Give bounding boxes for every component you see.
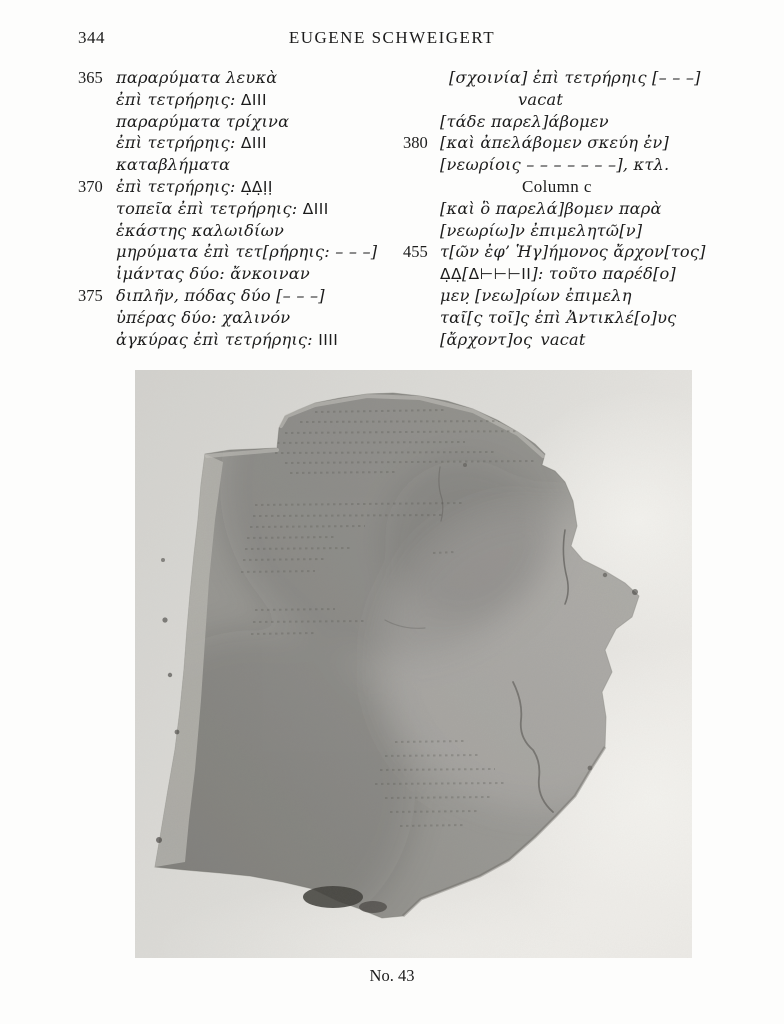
line-text: [νεωρίοις – – – – – – –], κτλ.: [440, 155, 670, 175]
text-line: [403, 285, 713, 307]
text-line: [78, 329, 393, 351]
line-text: ἱμάντας δύο: ἄνκοιναν: [116, 264, 310, 284]
text-line: [78, 285, 393, 307]
text-line: [403, 67, 713, 89]
text-line: [78, 263, 393, 285]
line-text: Column c: [522, 176, 592, 196]
text-line: [403, 89, 713, 111]
text-line: [78, 89, 393, 111]
text-line: [78, 220, 393, 242]
right-text-column: [403, 67, 713, 350]
text-line: [403, 263, 713, 285]
text-line: [78, 176, 393, 198]
line-number: 380: [403, 133, 428, 153]
line-text: καταβλήματα: [116, 155, 231, 175]
line-text: ἐπὶ τετρήρηις: ΔIII: [116, 89, 267, 109]
line-text: [νεωρίω]ν ἐπιμελητῶ[ν]: [440, 220, 643, 240]
line-text: [καὶ ἀπελάβομεν σκεύη ἐν]: [440, 133, 669, 153]
line-text: διπλῆν, πόδας δύο [– – –]: [116, 285, 325, 305]
text-line: [78, 67, 393, 89]
text-line: [78, 198, 393, 220]
text-line: [78, 111, 393, 133]
text-line: [78, 307, 393, 329]
text-line: [403, 307, 713, 329]
line-text: τ[ῶν ἐφ’ Ἡγ]ήμονος ἄρχον[τος]: [440, 242, 706, 262]
line-number: 365: [78, 68, 103, 87]
line-text: ταῖ[ς τοῖ]ς ἐπὶ Ἀντικλέ[ο]υς: [440, 307, 677, 327]
line-text: ἐπὶ τετρήρηις: ΔIII: [116, 133, 267, 153]
line-text: ὑπέρας δύο: χαλινόν: [116, 307, 291, 327]
line-text: [ἄρχοντ]ος vacat: [440, 329, 586, 349]
line-text: vacat: [518, 89, 564, 109]
line-number: 370: [78, 176, 103, 196]
line-text: [τάδε παρελ]άβομεν: [440, 111, 609, 131]
text-line: [403, 111, 713, 133]
line-number: 375: [78, 285, 103, 305]
line-text: παραρύματα λευκὰ: [116, 68, 278, 87]
text-line: [78, 154, 393, 176]
text-line: [403, 154, 713, 176]
text-line: [403, 198, 713, 220]
line-text: τοπεῖα ἐπὶ τετρήρηις: ΔIII: [116, 198, 329, 218]
figure-caption: No. 43: [369, 966, 415, 985]
line-text: [καὶ ὃ παρελά]βομεν παρὰ: [440, 198, 662, 218]
text-line: [403, 241, 713, 263]
line-number: 455: [403, 242, 428, 262]
line-text: ἀγκύρας ἐπὶ τετρήρηις: IIII: [116, 329, 339, 349]
line-text: παραρύματα τρίχινα: [116, 111, 290, 131]
text-line: [403, 176, 713, 198]
line-text: μεν̣ [νεω]ρίων ἐπιμελη: [440, 285, 632, 305]
line-text: ἐπὶ τετρήρηις: Δ̣Δ̣ỊỊ: [116, 176, 273, 196]
text-line: [403, 132, 713, 154]
text-line: [403, 220, 713, 242]
text-line: [78, 132, 393, 154]
line-text: ἑκάστης καλωιδίων: [116, 220, 285, 240]
line-text: Δ̣Δ̣[Δ⊢⊢⊢II]: τοῦτο παρέδ[ο]: [440, 264, 676, 284]
text-line: [78, 241, 393, 263]
line-text: μηρύματα ἐπὶ τετ[ρήρηις: – – –]: [116, 242, 378, 262]
text-line: [403, 329, 713, 351]
inscription-photo: [135, 370, 692, 958]
running-head: EUGENE SCHWEIGERT: [288, 28, 496, 47]
page-number: 344: [78, 28, 105, 47]
line-text: [σχοινία] ἐπὶ τετρήρηις [– – –]: [449, 68, 701, 87]
left-text-column: [78, 67, 393, 350]
